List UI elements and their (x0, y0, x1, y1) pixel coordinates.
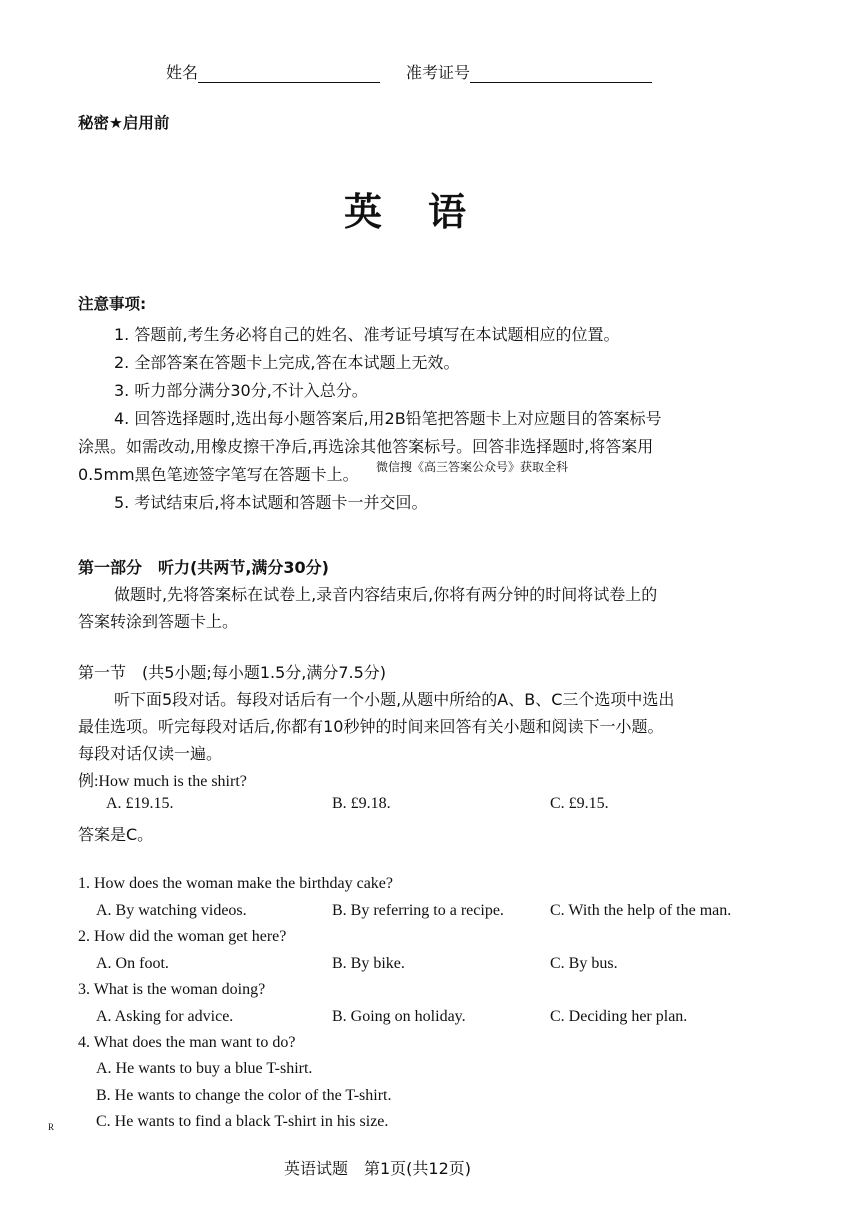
page-footer: 英语试题 第1页(共12页) (284, 1159, 472, 1178)
section1-heading: 第一节 (共5小题;每小题1.5分,满分7.5分) (78, 663, 387, 682)
example-question: 例:How much is the shirt? (78, 773, 247, 790)
id-blank (470, 64, 652, 83)
notice-heading: 注意事项: (78, 295, 147, 313)
section1-desc: 最佳选项。听完每段对话后,你都有10秒钟的时间来回答有关小题和阅读下一小题。 (78, 717, 664, 736)
question-4-option-a: A. He wants to buy a blue T-shirt. (96, 1060, 313, 1077)
question-3-option-a: A. Asking for advice. (96, 1008, 234, 1025)
example-option-c: C. £9.15. (550, 795, 609, 812)
question-1: 1. How does the woman make the birthday cake? (78, 875, 394, 892)
notice-item: 3. 听力部分满分30分,不计入总分。 (114, 381, 368, 400)
notice-item: 涂黑。如需改动,用橡皮擦干净后,再选涂其他答案标号。回答非选择题时,将答案用 (78, 437, 654, 456)
secret-label: 秘密★启用前 (78, 114, 170, 132)
question-2-option-b: B. By bike. (332, 955, 405, 972)
example-option-b: B. £9.18. (332, 795, 391, 812)
question-1-option-b: B. By referring to a recipe. (332, 902, 504, 919)
question-3-option-c: C. Deciding her plan. (550, 1008, 688, 1025)
id-label: 准考证号 (406, 63, 471, 82)
name-label: 姓名 (166, 63, 199, 82)
name-field-row (166, 60, 380, 83)
question-1-option-a: A. By watching videos. (96, 902, 247, 919)
question-4: 4. What does the man want to do? (78, 1034, 296, 1051)
part1-heading: 第一部分 听力(共两节,满分30分) (78, 558, 329, 577)
question-2-option-a: A. On foot. (96, 955, 169, 972)
question-4-option-c: C. He wants to find a black T-shirt in his size. (96, 1113, 389, 1130)
page-title: 英 语 (344, 190, 471, 234)
section1-desc: 听下面5段对话。每段对话后有一个小题,从题中所给的A、B、C三个选项中选出 (114, 690, 675, 709)
notice-item: 4. 回答选择题时,选出每小题答案后,用2B铅笔把答题卡上对应题目的答案标号 (114, 409, 662, 428)
notice-item: 5. 考试结束后,将本试题和答题卡一并交回。 (114, 493, 428, 512)
watermark-text: 微信搜《高三答案公众号》获取全科 (376, 460, 569, 474)
question-4-option-b: B. He wants to change the color of the T-shirt. (96, 1087, 392, 1104)
id-field-row (406, 60, 652, 83)
example-option-a: A. £19.15. (106, 795, 174, 812)
part1-desc: 做题时,先将答案标在试卷上,录音内容结束后,你将有两分钟的时间将试卷上的 (114, 585, 658, 604)
notice-item: 2. 全部答案在答题卡上完成,答在本试题上无效。 (114, 353, 460, 372)
margin-mark: R (48, 1122, 55, 1132)
question-2-option-c: C. By bus. (550, 955, 618, 972)
question-3: 3. What is the woman doing? (78, 981, 266, 998)
part1-desc: 答案转涂到答题卡上。 (78, 612, 239, 631)
notice-item: 1. 答题前,考生务必将自己的姓名、准考证号填写在本试题相应的位置。 (114, 325, 620, 344)
question-3-option-b: B. Going on holiday. (332, 1008, 466, 1025)
question-1-option-c: C. With the help of the man. (550, 902, 732, 919)
section1-desc: 每段对话仅读一遍。 (78, 744, 223, 763)
notice-item: 0.5mm黑色笔迹签字笔写在答题卡上。 (78, 465, 359, 484)
example-answer: 答案是C。 (78, 825, 154, 844)
name-blank (198, 64, 380, 83)
question-2: 2. How did the woman get here? (78, 928, 287, 945)
